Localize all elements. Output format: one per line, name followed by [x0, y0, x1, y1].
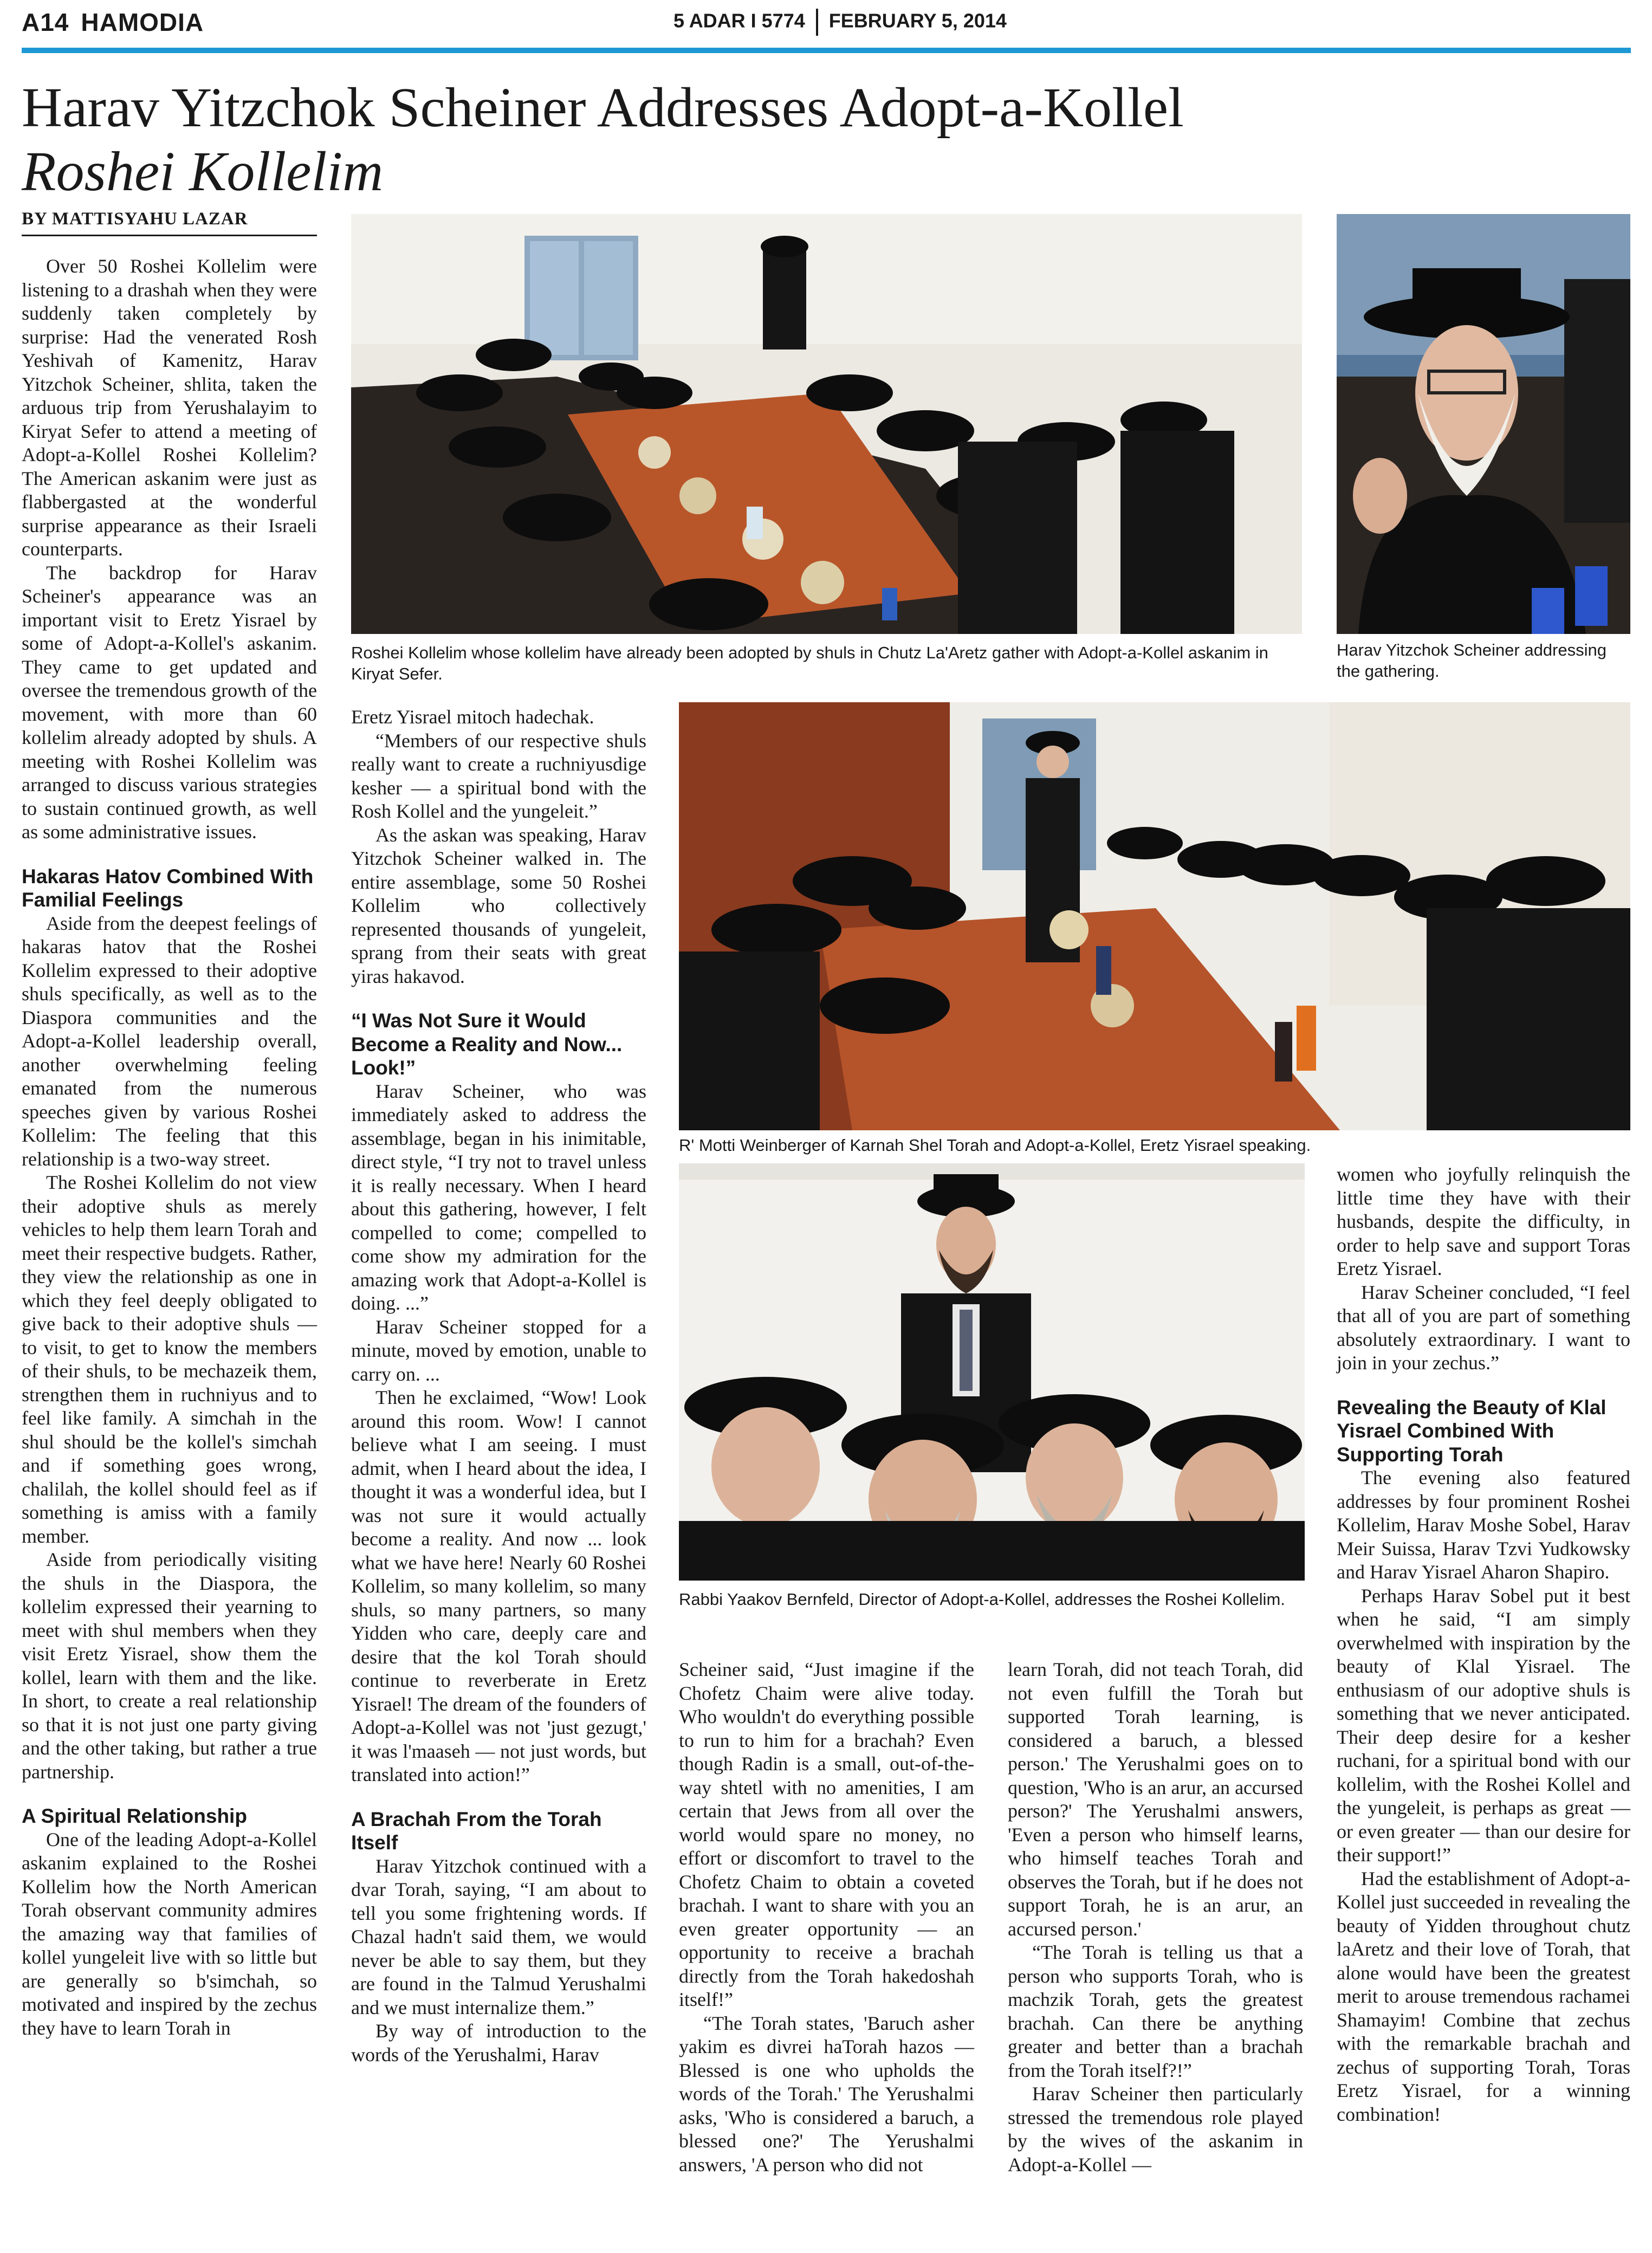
paragraph: Harav Scheiner, who was immediately asked to address the assemblage, began in his inimitable, direct style, “I try not to travel unless it is really necessary. When I heard about this gathering, however, I felt compelled to come; compelled to come show my admiration for the amazing work that Adopt-a-Kollel is doing. ...”	[351, 1080, 646, 1314]
paragraph: The evening also featured addresses by four prominent Roshei Kollelim, Harav Moshe Sobel, Harav Meir Suissa, Harav Tzvi Yudkowsky and Harav Yisrael Aharon Shapiro.	[1337, 1467, 1630, 1583]
article-headline	[22, 76, 1593, 204]
paragraph: One of the leading Adopt-a-Kollel askanim explained to the Roshei Kollelim how the North American Torah observant community admires the amazing way that families of kollel yungeleit live with so little but are generally so b'simchah, so motivated and inspired by the zechus they have to learn Torah in	[22, 1828, 317, 2039]
page-number: A14	[22, 8, 69, 36]
headline-line2: Roshei Kollelim	[22, 140, 384, 203]
photo-caption-3: R' Motti Weinberger of Karnah Shel Torah and Adopt-a-Kollel, Eretz Yisrael speaking.	[679, 1136, 1311, 1155]
headline-line1: Harav Yitzchok Scheiner Addresses Adopt-a-Kollel	[22, 76, 1184, 139]
photo-caption-1: Roshei Kollelim whose kollelim have already been adopted by shuls in Chutz La'Aretz gather with Adopt-a-Kollel askanim in Kiryat Sefer.	[351, 643, 1268, 683]
paragraph: The backdrop for Harav Scheiner's appearance was an important visit to Eretz Yisrael by some of Adopt-a-Kollel's askanim. They came to get updated and oversee the tremendous growth of the movement, with more than 60 kollelim already adopted by shuls. A meeting with Roshei Kollelim was arranged to discuss various strategies to sustain continued growth, as well as some administrative issues.	[22, 561, 317, 843]
paragraph: Over 50 Roshei Kollelim were listening to a drashah when they were suddenly taken completely by surprise: Had the venerated Rosh Yeshivah of Kamenitz, Harav Yitzchok Scheiner, shlita, taken the arduous trip from Yerushalayim to Kiryat Sefer to attend a meeting of Adopt-a-Kollel Roshei Kollelim? The American askanim were just as flabbergasted at the wonderful surprise appearance as their Israeli counterparts.	[22, 255, 317, 560]
article-column-3	[679, 1658, 974, 2177]
rav-portrait-photo	[1337, 214, 1630, 634]
group-meeting-photo	[351, 214, 1302, 634]
date-divider	[816, 9, 818, 36]
article-column-5	[1337, 1163, 1630, 2126]
paragraph: Had the establishment of Adopt-a-Kollel just succeeded in revealing the beauty of Yidden throughout chutz laAretz and their love of Torah, that alone would have been the greatest merit to arouse tremendous rachamei Shamayim! Combine that zechus with the remarkable brachah and zechus of supporting Torah, Toras Eretz Yisrael, for a winning combination!	[1337, 1867, 1630, 2125]
article-column-2	[351, 705, 646, 2067]
publication-name: HAMODIA	[81, 8, 204, 36]
paragraph: “The Torah is telling us that a person who supports Torah, who is machzik Torah, gets the greatest brachah. Can there be anything greater and better than a brachah from the Torah itself?!”	[1008, 1941, 1303, 2081]
paragraph: Eretz Yisrael mitoch hadechak.	[351, 706, 594, 728]
paragraph: Harav Scheiner stopped for a minute, moved by emotion, unable to carry on. ...	[351, 1316, 646, 1385]
paragraph: Harav Scheiner concluded, “I feel that all of you are part of something absolutely extraordinary. I want to join in your zechus.”	[1337, 1281, 1630, 1374]
paragraph: Then he exclaimed, “Wow! Look around this room. Wow! I cannot believe what I am seeing. I must admit, when I heard about the idea, I thought it was a wonderful idea, but I was not sure it would actually become a reality. And now ... look what we have here! Nearly 60 Roshei Kollelim, so many kollelim, so many shuls, so many partners, so many Yidden who care, deeply care and desire that the kol Torah should continue to reverberate in Eretz Yisrael! The dream of the founders of Adopt-a-Kollel was not 'just gezugt,' it was l'maaseh — not just words, but translated into action!”	[351, 1387, 646, 1785]
byline: BY MATTISYAHU LAZAR	[22, 209, 317, 236]
paragraph: The Roshei Kollelim do not view their adoptive shuls as merely vehicles to help them learn Torah and meet their respective budgets. Rather, they view the relationship as one in which they feel deeply obligated to give back to their adoptive shuls — to visit, to get to know the members of their shuls, to be mechazeik them, strengthen them in ruchniyus and to feel like family. A simchah in the shul should be the kollel's simchah and if something goes wrong, chalilah, the kollel should feel as if something is amiss with a family member.	[22, 1171, 317, 1547]
paragraph: Scheiner said, “Just imagine if the Chofetz Chaim were alive today. Who wouldn't do everything possible to run to him for a brachah? Even though Radin is a small, out-of-the-way shtetl with no amenities, I am certain that Jews from all over the world would spare no money, no effort or discomfort to travel to the Chofetz Chaim to obtain a coveted brachah. I want to share with you an even greater opportunity — an opportunity to receive a brachah directly from the Torah hakedoshah itself!”	[679, 1659, 974, 2010]
paragraph: Perhaps Harav Sobel put it best when he said, “I am simply overwhelmed with inspiration by the beauty of Klal Yisrael. The enthusiasm of our adoptive shuls is something that we never anticipated. Their deep desire for a kesher ruchani, for a spiritual bond with our kollelim, with the Roshei Kollel and the yungeleit, is perhaps as great — or even greater — than our desire for their support!”	[1337, 1584, 1630, 1866]
page-header-left	[22, 8, 204, 37]
subheading: “I Was Not Sure it Would Become a Reality and Now... Look!”	[351, 1009, 623, 1079]
subheading: A Spiritual Relationship	[22, 1805, 247, 1827]
page-header-date	[673, 9, 1007, 36]
paragraph: women who joyfully relinquish the little time they have with their husbands, despite the difficulty, in order to help save and support Toras Eretz Yisrael.	[1337, 1163, 1630, 1279]
article-column-4	[1008, 1658, 1303, 2177]
article-column-1	[22, 255, 317, 2040]
subheading: Hakaras Hatov Combined With Familial Feelings	[22, 865, 314, 911]
gregorian-date: FEBRUARY 5, 2014	[828, 9, 1007, 32]
paragraph: Harav Scheiner then particularly stressed the tremendous role played by the wives of the askanim in Adopt-a-Kollel —	[1008, 2083, 1303, 2176]
standing-speaker-photo	[679, 1163, 1305, 1581]
paragraph: Aside from periodically visiting the shuls in the Diaspora, the kollelim expressed their yearning to meet with shul members when they visit Eretz Yisrael, show them the kollel, learn with them and the like. In short, to create a real relationship so that it is not just one party giving and the other taking, but rather a true partnership.	[22, 1549, 317, 1783]
subheading: Revealing the Beauty of Klal Yisrael Combined With Supporting Torah	[1337, 1396, 1606, 1466]
header-rule	[22, 48, 1631, 53]
paragraph: Harav Yitzchok continued with a dvar Torah, saying, “I am about to tell you some frightening words. If Chazal hadn't said them, we would never be able to say them, but they are found in the Talmud Yerushalmi and we must internalize them.”	[351, 1855, 646, 2018]
paragraph: Aside from the deepest feelings of hakaras hatov that the Roshei Kollelim expressed to their adoptive shuls specifically, as well as to the Diaspora communities and the Adopt-a-Kollel leadership overall, another overwhelming feeling emanated from the numerous speeches given by various Roshei Kollelim: The feeling that this relationship is a two-way street.	[22, 912, 317, 1170]
hebrew-date: 5 ADAR I 5774	[673, 9, 805, 32]
photo-caption-2: Harav Yitzchok Scheiner addressing the gathering.	[1337, 640, 1606, 681]
paragraph: “Members of our respective shuls really want to create a ruchniyusdige kesher — a spiritual bond with the Rosh Kollel and the yungeleit.”	[351, 729, 646, 822]
paragraph: “The Torah states, 'Baruch asher yakim es divrei haTorah hazos — Blessed is one who upholds the words of the Torah.' The Yerushalmi asks, 'Who is considered a baruch, a blessed one?' The Yerushalmi answers, 'A person who did not	[679, 2012, 974, 2176]
speaker-photo	[679, 702, 1630, 1130]
photo-caption-4: Rabbi Yaakov Bernfeld, Director of Adopt-a-Kollel, addresses the Roshei Kollelim.	[679, 1590, 1285, 1609]
paragraph: By way of introduction to the words of the Yerushalmi, Harav	[351, 2020, 646, 2066]
paragraph: learn Torah, did not teach Torah, did not even fulfill the Torah but supported Torah learning, is considered a baruch, a blessed person.' The Yerushalmi goes on to question, 'Who is an arur, an accursed person?' The Yerushalmi answers, 'Even a person who himself learns, who himself teaches Torah and observes the Torah, but if he does not support Torah, he is an arur, an accursed person.'	[1008, 1659, 1303, 1940]
paragraph: As the askan was speaking, Harav Yitzchok Scheiner walked in. The entire assemblage, some 50 Roshei Kollelim who collectively represented thousands of yungeleit, sprang from their seats with great yiras hakavod.	[351, 824, 646, 987]
subheading: A Brachah From the Torah Itself	[351, 1808, 602, 1854]
